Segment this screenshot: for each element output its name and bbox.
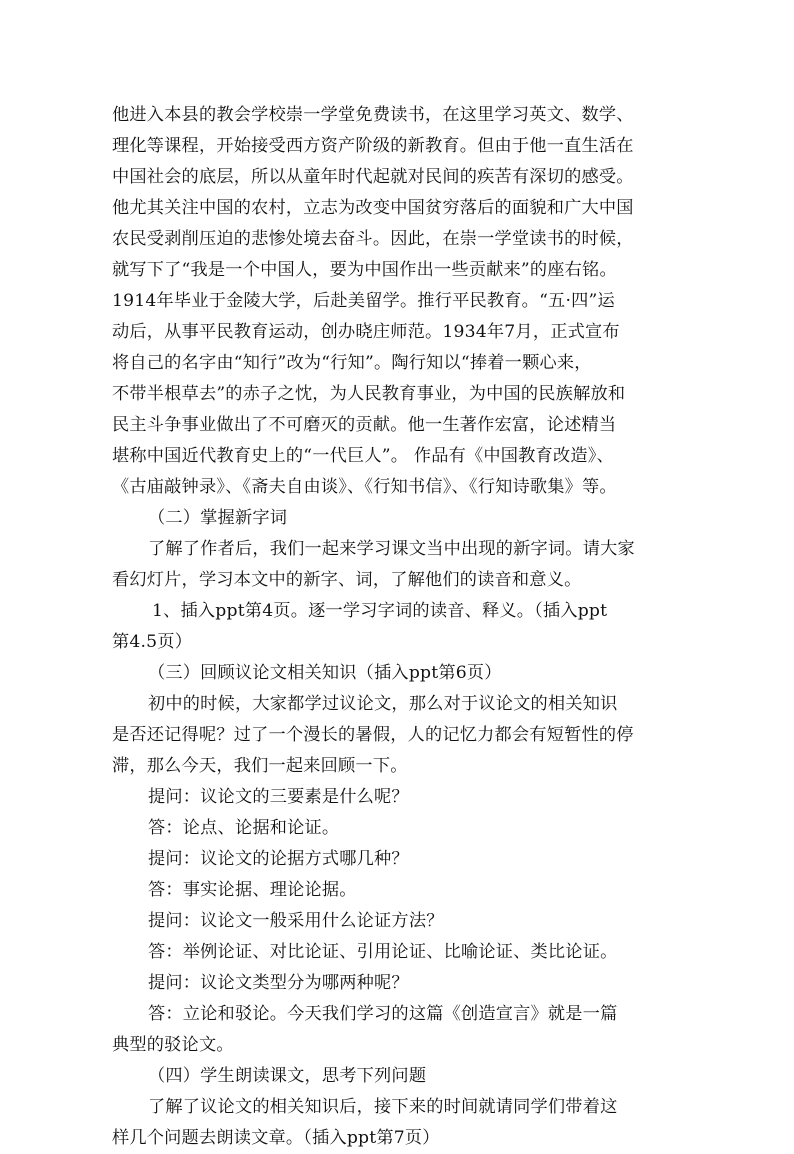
question-line: 提问：议论文类型分为哪两种呢？	[148, 973, 409, 993]
text-line: 是否还记得呢？过了一个漫长的暑假，人的记忆力都会有短暂性的停	[112, 725, 634, 745]
text-line: 初中的时候，大家都学过议论文，那么对于议论文的相关知识	[148, 694, 618, 714]
text-line: 民主斗争事业做出了不可磨灭的贡献。他一生著作宏富，论述精当	[112, 415, 617, 435]
text-line: 他进入本县的教会学校崇一学堂免费读书，在这里学习英文、数学、	[112, 105, 634, 125]
text-line: 堪称中国近代教育史上的“一代巨人”。 作品有《中国教育改造》、	[112, 446, 614, 466]
text-line: 《古庙敲钟录》、《斋夫自由谈》、《行知书信》、《行知诗歌集》等。	[112, 477, 617, 497]
section-heading: （二）掌握新字词	[148, 508, 288, 528]
section-heading: （三）回顾议论文相关知识（插入ppt第6页）	[148, 663, 502, 683]
text-line: 就写下了“我是一个中国人，要为中国作出一些贡献来”的座右铭。	[112, 260, 617, 280]
text-line: 看幻灯片，学习本文中的新字、词，了解他们的读音和意义。	[112, 570, 582, 590]
question-line: 提问：议论文的论据方式哪几种？	[148, 849, 409, 869]
text-line: 样几个问题去朗读文章。（插入ppt第7页）	[112, 1128, 440, 1148]
text-line: 动后，从事平民教育运动，创办晓庄师范。1934年7月，正式宣布	[112, 322, 620, 342]
answer-line: 答：立论和驳论。今天我们学习的这篇《创造宣言》就是一篇	[148, 1004, 618, 1024]
answer-line: 答：论点、论据和论证。	[148, 818, 340, 838]
question-line: 提问：议论文的三要素是什么呢？	[148, 787, 409, 807]
text-line: 农民受剥削压迫的悲惨处境去奋斗。因此，在崇一学堂读书的时候，	[112, 229, 634, 249]
text-line: 中国社会的底层，所以从童年时代起就对民间的疾苦有深切的感受。	[112, 167, 634, 187]
text-line: 了解了作者后，我们一起来学习课文当中出现的新字词。请大家	[148, 539, 635, 559]
text-line: 典型的驳论文。	[112, 1035, 234, 1055]
text-line: 他尤其关注中国的农村，立志为改变中国贫穷落后的面貌和广大中国	[112, 198, 634, 218]
answer-line: 答：事实论据、理论论据。	[148, 880, 357, 900]
text-line: 1、插入ppt第4页。逐一学习字词的读音、释义。（插入ppt	[152, 601, 608, 621]
text-line: 滞，那么今天，我们一起来回顾一下。	[112, 756, 408, 776]
text-line: 将自己的名字由“知行”改为“行知”。陶行知以“捧着一颗心来，	[112, 353, 592, 373]
text-line: 第4.5页）	[112, 632, 193, 652]
section-heading: （四）学生朗读课文，思考下列问题	[148, 1066, 427, 1086]
question-line: 提问：议论文一般采用什么论证方法？	[148, 911, 444, 931]
text-line: 1914年毕业于金陵大学，后赴美留学。推行平民教育。“五·四”运	[112, 291, 615, 311]
text-line: 了解了议论文的相关知识后，接下来的时间就请同学们带着这	[148, 1097, 618, 1117]
text-line: 不带半根草去”的赤子之忱，为人民教育事业，为中国的民族解放和	[112, 384, 626, 404]
text-line: 理化等课程，开始接受西方资产阶级的新教育。但由于他一直生活在	[112, 136, 634, 156]
answer-line: 答：举例论证、对比论证、引用论证、比喻论证、类比论证。	[148, 942, 618, 962]
